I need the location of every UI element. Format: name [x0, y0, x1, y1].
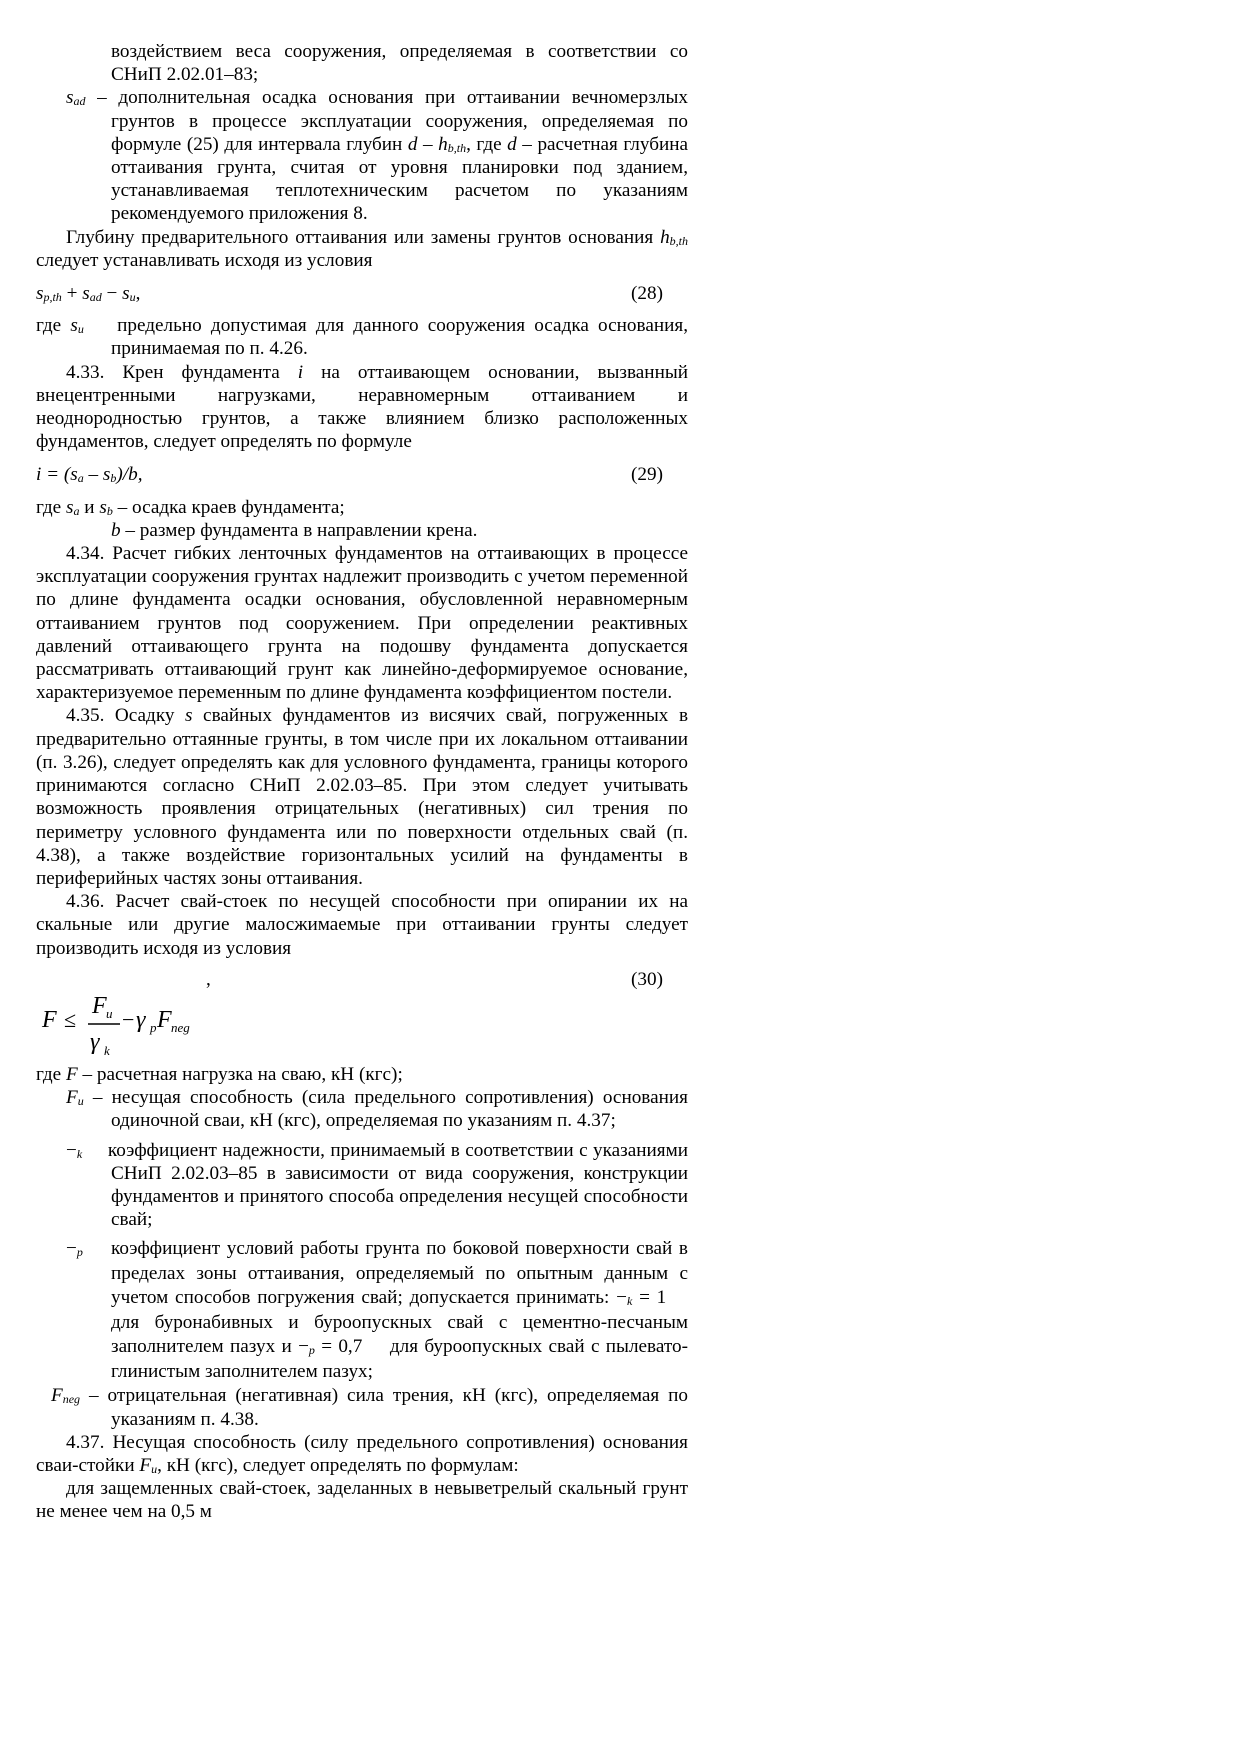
subscript: b,th — [669, 233, 688, 248]
subscript: p — [76, 1245, 83, 1260]
subscript: a — [77, 471, 84, 486]
equation-number: (28) — [631, 283, 663, 305]
text: – отрицательная (негативная) сила трения, кН (кгс), определяемая по указаниям п. 4.38. — [80, 1385, 688, 1430]
symbol: s — [122, 283, 130, 305]
text: где — [36, 1063, 66, 1085]
paragraph-clamped-piles — [36, 1477, 688, 1523]
symbol: − — [616, 1287, 627, 1309]
symbol: d — [507, 133, 517, 155]
subscript: a — [73, 503, 80, 518]
text: свайных фундаментов из висячих свай, погруженных в предварительно оттаянные грунты, в том числе при их локальном оттаивании (п. 3.26), следует определять как для условного фундамента, границы которого принимаются согласно СНиП 2.02.03–85. При этом следует учитывать возможность проявления отрицательных (негативных) сил трения по периметру условного фундамента или по поверхности отдельных свай (п. 4.38), а также воздействие горизонтальных усилий на фундаменты в периферийных частях зоны оттаивания. — [36, 705, 689, 889]
definition-gamma-p — [36, 1237, 688, 1384]
formula-Fu: F — [92, 992, 107, 1019]
paragraph-depth — [36, 226, 688, 272]
symbol: F — [51, 1385, 63, 1407]
symbol: i — [297, 361, 304, 383]
symbol: s — [185, 705, 193, 727]
formula-expression — [36, 282, 140, 305]
equation-number: (30) — [631, 968, 663, 990]
subscript: u — [77, 1094, 84, 1109]
subscript: u — [77, 322, 84, 337]
symbol: F — [139, 1454, 152, 1476]
text: = 1   для буронабивных и буроопускных свай с цементно-песчаным заполнителем пазух и — [111, 1287, 689, 1358]
symbol: − — [66, 1238, 77, 1260]
symbol: − — [66, 1139, 77, 1161]
symbol: s — [99, 496, 107, 518]
definition-sad — [36, 86, 688, 225]
formula-le: ≤ — [64, 1006, 77, 1032]
symbol: b — [111, 519, 121, 541]
formula-30 — [40, 991, 688, 1063]
formula-p: p — [150, 1019, 157, 1035]
text: , — [206, 968, 211, 990]
text: где — [36, 315, 71, 337]
text: для защемленных свай-стоек, заделанных в невыветрелый скальный грунт не менее чем на 0,5 м — [36, 1478, 688, 1523]
formula-expression — [36, 463, 143, 486]
symbol: – s — [83, 464, 111, 486]
formula-gamma-p: γ — [136, 1006, 146, 1033]
subscript: neg — [62, 1392, 81, 1407]
text:   коэффициент надежности, принимаемый в соответствии с указаниями СНиП 2.02.03–85 в зависимости от вида сооружения, конструкции фундаментов и принятого способа определения несущей способности свай; — [82, 1139, 688, 1231]
formula-minus: − — [122, 1006, 135, 1032]
symbol: s — [36, 283, 44, 305]
definition-Fu — [36, 1086, 688, 1132]
subscript: k — [76, 1146, 83, 1161]
text: – несущая способность (сила предельного сопротивления) основания одиночной сваи, кН (кгс), определяемая по указаниям п. 4.37; — [83, 1087, 688, 1132]
subscript: p — [308, 1343, 315, 1358]
text: , кН (кгс), следует определять по формулам: — [157, 1454, 519, 1476]
definition-su — [36, 314, 688, 360]
paragraph-continuation — [36, 40, 688, 86]
formula-F: F — [42, 1006, 57, 1033]
formula-u: u — [106, 1005, 113, 1021]
text: 4.35. Осадку — [66, 705, 186, 727]
text: где — [36, 496, 66, 518]
formula-Fneg: F — [157, 1006, 172, 1033]
document-page — [36, 40, 688, 1524]
text: – — [417, 133, 439, 155]
subscript: p,th — [43, 290, 62, 305]
symbol: h — [660, 226, 670, 248]
text: – осадка краев фундамента; — [112, 496, 345, 518]
text: – дополнительная осадка основания при оттаивании вечномерзлых грунтов в процессе эксплуатации сооружения, определяемая по формуле (25) для интервала глубин — [85, 87, 688, 155]
formula-k: k — [104, 1042, 110, 1058]
formula-28 — [36, 282, 688, 305]
equation-number: (29) — [631, 464, 663, 486]
subscript: ad — [89, 290, 102, 305]
text: – расчетная нагрузка на сваю, кН (кгс); — [77, 1063, 403, 1085]
symbol: s — [66, 87, 74, 109]
text: , — [135, 283, 141, 305]
symbol: s — [70, 315, 78, 337]
symbol: F — [66, 1087, 78, 1109]
text: 4.36. Расчет свай-стоек по несущей способности при опирании их на скальные или другие малосжимаемые при оттаивании грунты следует производить исходя из условия — [36, 891, 688, 959]
subscript: b — [110, 471, 117, 486]
symbol: s — [82, 283, 90, 305]
text: – размер фундамента в направлении крена. — [120, 519, 478, 541]
symbol: h — [438, 133, 448, 155]
subscript: b — [106, 503, 113, 518]
text: Глубину предварительного оттаивания или замены грунтов основания — [66, 226, 661, 248]
text: следует устанавливать исходя из условия — [36, 249, 373, 271]
text: – расчетная глубина оттаивания грунта, считая от уровня планировки под зданием, устанавливаемая теплотехническим расчетом по указаниям рекомендуемого приложения 8. — [111, 133, 689, 225]
text: 4.34. Расчет гибких ленточных фундаментов на оттаивающих в процессе эксплуатации сооружения грунтах надлежит производить с учетом переменной по длине фундамента осадки основания, обусловленной неравномерным оттаиванием грунтов под сооружением. При определении реактивных давлений оттаивающего грунта на подошву фундамента допускается рассматривать оттаивающий грунт как линейно-деформируемое основание, характеризуемое переменным по длине фундамента коэффициентом постели. — [36, 543, 688, 704]
subscript: u — [129, 290, 136, 305]
subscript: u — [151, 1461, 158, 1476]
definition-b — [36, 519, 688, 542]
formula-30-graphic — [40, 985, 240, 1065]
paragraph-4-36 — [36, 890, 688, 960]
definition-F — [36, 1063, 688, 1086]
symbol: d — [407, 133, 418, 155]
symbol: F — [66, 1063, 78, 1085]
symbol: − — [298, 1336, 309, 1358]
text: и — [79, 496, 100, 518]
paragraph-4-37 — [36, 1431, 688, 1477]
paragraph-4-33 — [36, 361, 688, 454]
formula-gamma-k: γ — [90, 1028, 100, 1055]
subscript: b,th — [447, 140, 467, 155]
operator: + — [61, 283, 83, 305]
paragraph-4-35 — [36, 704, 688, 890]
symbol: i = (s — [36, 464, 78, 486]
formula-29 — [36, 463, 688, 486]
formula-neg: neg — [171, 1019, 190, 1035]
paragraph-4-34 — [36, 542, 688, 704]
subscript: ad — [73, 94, 86, 109]
text: воздействием веса сооружения, определяемая в соответствии со СНиП 2.02.01–83; — [111, 41, 688, 86]
subscript: k — [626, 1294, 633, 1309]
text: на оттаивающем основании, вызванный внецентренными нагрузками, неравномерным оттаиванием и неоднородностью грунтов, а также влиянием близко расположенных фундаментов, следует определять по формуле — [36, 361, 688, 453]
symbol: )/b, — [116, 464, 143, 486]
text: 4.33. Крен фундамента — [66, 361, 298, 383]
text: , где — [466, 133, 508, 155]
text: = 0,7   для буроопускных свай с пылевато-глинистым заполнителем пазух; — [111, 1336, 688, 1382]
definition-Fneg — [36, 1384, 688, 1430]
text: 4.37. Несущая способность (силу предельного сопротивления) основания сваи-стойки — [36, 1431, 688, 1476]
definition-gamma-k — [36, 1139, 688, 1232]
text:   коэффициент условий работы грунта по боковой поверхности свай в пределах зоны оттаивания, определяемый по опытным данным с учетом способов погружения свай; допускается принимать: — [82, 1238, 688, 1309]
operator: − — [101, 283, 123, 305]
text:   предельно допустимая для данного сооружения осадка основания, принимаемая по п. 4.26. — [83, 315, 688, 360]
symbol: s — [66, 496, 74, 518]
definition-sa-sb — [36, 496, 688, 519]
